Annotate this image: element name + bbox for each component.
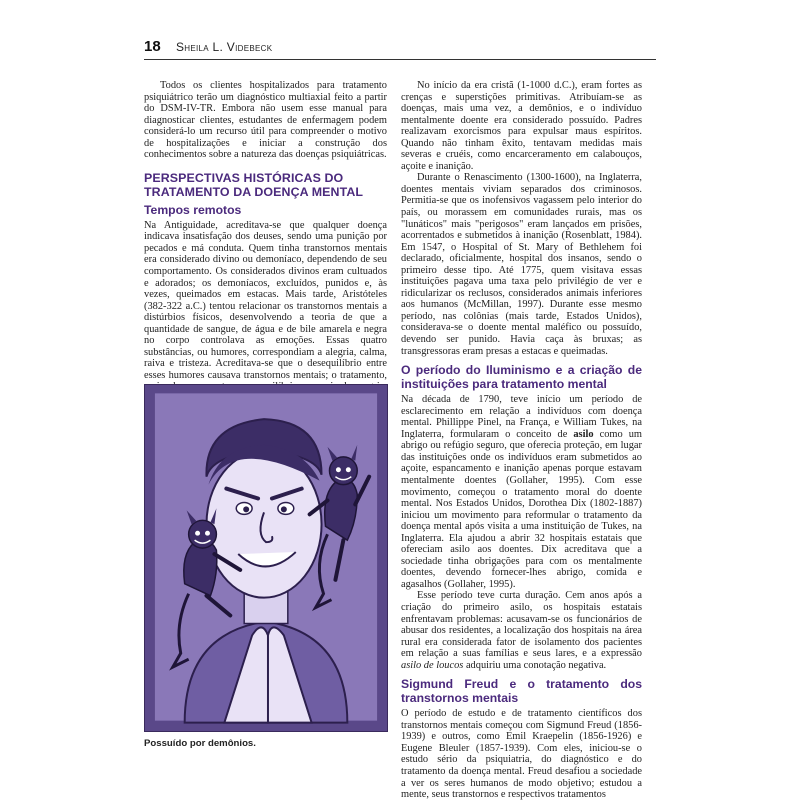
paragraph-iluminismo-part-1: Na década de 1790, teve início um período de esclarecimento em relação a indivíduos com doença mental. Phillippe Pinel, na França, e William Tukes, na Inglaterra, formularam o conceito de [401, 394, 642, 440]
paragraph-curta-duracao-part-2: adquiriu uma conotação negativa. [463, 659, 607, 671]
running-head-author: Sheila L. Videbeck [176, 40, 273, 54]
term-asilo-de-loucos: asilo de loucos [401, 659, 464, 671]
paragraph-freud: O período de estudo e de tratamento científicos dos transtornos mentais começou com Sigmund Freud (1856-1939) e outros, como Emil Kraepelin (1856-1926) e Eugene Bleuler (1857-1939). Com eles, iniciou-se o estudo sério da psiquiatria, do diagnóstico e do tratamento da doença mental. Freud desafiou a sociedade a ver os seres humanos de modo objetivo; estudou a mente, seus transtornos e respectivos tratamentos [401, 708, 642, 801]
figure-caption: Possuído por demônios. [144, 738, 256, 749]
subsection-title-tempos-remotos: Tempos remotos [144, 202, 242, 217]
paragraph-renascimento: Durante o Renascimento (1300-1600), na Inglaterra, doentes mentais viviam separados dos criminosos. Permitia-se que os inofensivos vagassem pelo interior do país, ou morassem em comunidades rurais, mas os "lunáticos" mais "perigosos" eram lançados em prisões, acorrentados e submetidos à inanição (Rosenblatt, 1984). Em 1547, o Hospital of St. Mary of Bethlehem foi declarado, oficialmente, hospital dos insanos, sendo o primeiro desse tipo. Até 1775, quem visitava essas instituições pagava uma taxa pelo privilégio de ver e ridicularizar os reclusos, considerados animais inferiores aos humanos (McMillan, 1997). Durante esse mesmo período, nas colônias (mais tarde, Estados Unidos), considerava-se o doente mental maléfico ou possuído, devendo ser punido. Havia caça às bruxas; as transgressoras eram presas a estacas e queimadas. [401, 172, 642, 357]
section-title-line-1: PERSPECTIVAS HISTÓRICAS DO [144, 170, 344, 185]
paragraph-iluminismo-part-2: como um abrigo ou refúgio seguro, que oferecia proteção, em lugar das instituições onde os indivíduos eram submetidos ao açoite, espancamento e inanição apenas porque estavam mentalmente doentes (Gollaher, 1995). Com esse movimento, começou o tratamento moral do doente mental. Nos Estados Unidos, Dorothea Dix (1802-1887) iniciou um movimento para reformular o tratamento da doença mental após visita a uma instituição de Tukes, na Inglaterra. Ela ajudou a abrir 32 hospitais estatais que ofereciam asilo aos doentes. Dix acreditava que a sociedade tinha obrigações para com os mentalmente doentes, devendo fornecer-lhes abrigo, comida e agasalhos (Gollaher, 1995). [401, 428, 642, 590]
paragraph-era-crista: No início da era cristã (1-1000 d.C.), eram fortes as crenças e superstições primitivas. Atribuíam-se as doenças, mais uma vez, a demônios, e o indivíduo mentalmente doente era considerado possuído. Padres realizavam exorcismos para expulsar maus espíritos. Quando não tinham êxito, tentavam medidas mais severas e cruéis, como encarceramento em calabouços, açoite e inanição. [401, 80, 642, 172]
paragraph-curta-duracao-part-1: Esse período teve curta duração. Cem anos após a criação do primeiro asilo, os hospitais estatais enfrentavam problemas: acusavam-se os funcionários de abusar dos residentes, a localização dos hospitais na área rural era considerada fator de isolamento dos pacientes em relação a suas famílias e seus lares, e a expressão [401, 590, 642, 660]
right-column [401, 80, 642, 801]
page-number: 18 [144, 38, 161, 55]
header-rule [144, 59, 656, 60]
subsection-title-freud: Sigmund Freud e o tratamento dos transtornos mentais [401, 677, 642, 706]
left-column [144, 80, 387, 416]
paragraph-antiguidade: Na Antiguidade, acreditava-se que qualquer doença indicava insatisfação dos deuses, sendo uma punição por pecados e má conduta. Quem tinha transtornos mentais era considerado divino ou demoníaco, dependendo de seu comportamento. Os considerados divinos eram cultuados e adorados; os demoníacos, excluídos, punidos e, às vezes, queimados em estacas. Mais tarde, Aristóteles (382-322 a.C.) tentou relacionar os transtornos mentais a distúrbios físicos, desenvolvendo a teoria de que a quantidade de sangue, de água e de bile amarela e negra no corpo controlava as emoções. Essas quatro substâncias, ou humores, correspondiam a alegria, calma, raiva e tristeza. Acreditava-se que o desequilíbrio entre esses humores causava transtornos mentais; o tratamento, [144, 219, 387, 381]
intro-paragraph: Todos os clientes hospitalizados para tratamento psiquiátrico terão um diagnóstico multiaxial feito a partir do DSM-IV-TR. Embora não usem esse manual para diagnosticar clientes, estudantes de enfermagem podem considerá-lo um recurso útil para compreender o motivo de hospitalizações e iniciar a construção dos conhecimentos sobre a natureza das doenças psiquiátricas. [144, 80, 387, 161]
subsection-title-iluminismo: O período do Iluminismo e a criação de instituições para tratamento mental [401, 363, 642, 392]
cartoon-illustration [144, 384, 388, 732]
section-title-line-2: TRATAMENTO DA DOENÇA MENTAL [144, 184, 364, 199]
paragraph-iluminismo [401, 394, 642, 590]
term-asilo: asilo [573, 428, 594, 440]
section-title [144, 171, 387, 199]
paragraph-curta-duracao [401, 590, 642, 671]
running-header [144, 38, 656, 60]
possessed-man-drawing [145, 385, 387, 731]
